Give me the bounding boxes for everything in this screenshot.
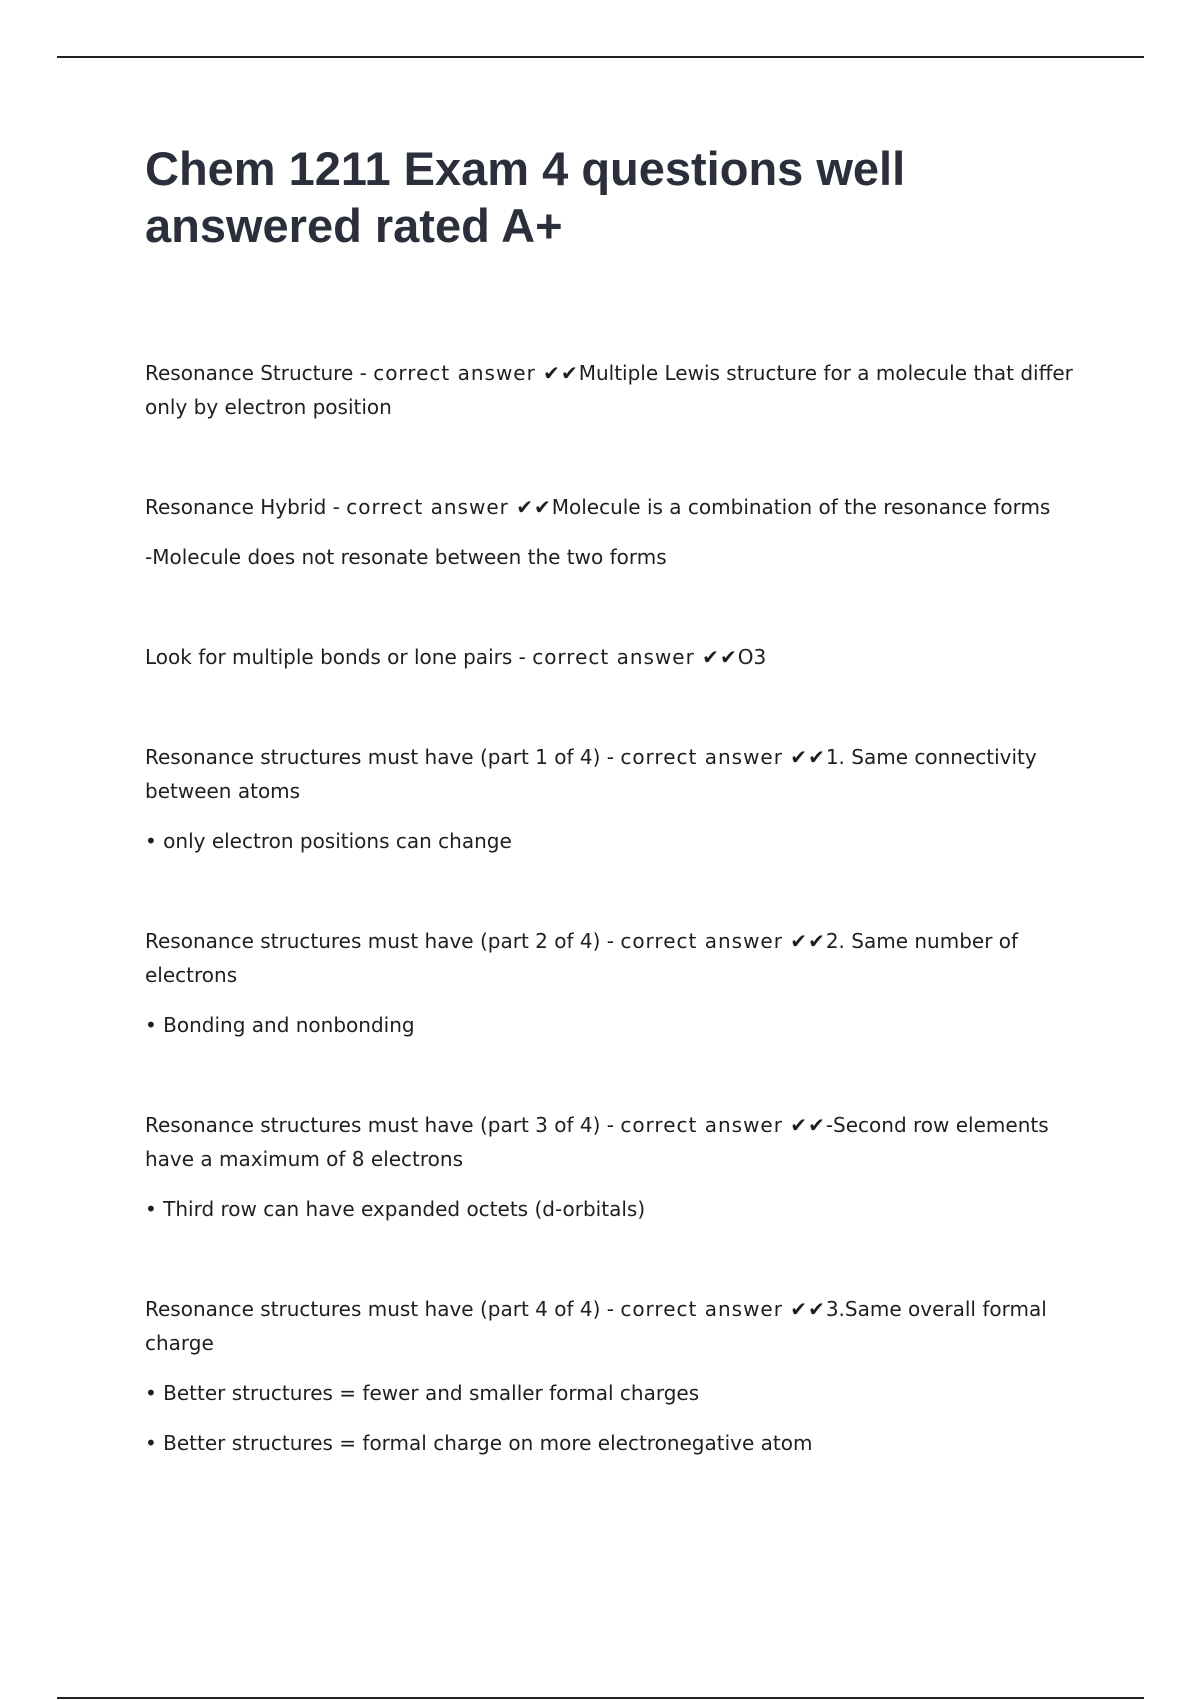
question-list <box>145 356 1085 1526</box>
qa-term: Resonance structures must have (part 2 of 4) <box>145 929 601 953</box>
qa-term: Resonance structures must have (part 1 of 4) <box>145 745 601 769</box>
qa-answer: 1. Same connectivity between atoms <box>145 745 1037 803</box>
qa-question-line <box>145 640 1085 674</box>
bottom-divider <box>57 1697 1144 1699</box>
top-divider <box>57 56 1144 58</box>
qa-question-line <box>145 1108 1085 1176</box>
qa-item-part-3 <box>145 1108 1085 1226</box>
correct-answer-marker: correct answer ✔✔ <box>620 1113 826 1137</box>
correct-answer-marker: correct answer ✔✔ <box>532 645 738 669</box>
correct-answer-marker: correct answer ✔✔ <box>620 929 826 953</box>
qa-note: -Molecule does not resonate between the two forms <box>145 545 667 569</box>
correct-answer-marker: correct answer ✔✔ <box>346 495 552 519</box>
qa-question-line <box>145 356 1085 424</box>
qa-separator: - <box>600 1297 621 1321</box>
qa-note: • Better structures = fewer and smaller formal charges <box>145 1381 700 1405</box>
qa-answer: -Second row elements have a maximum of 8 electrons <box>145 1113 1049 1171</box>
qa-note: • Better structures = formal charge on more electronegative atom <box>145 1431 813 1455</box>
qa-item-part-2 <box>145 924 1085 1042</box>
qa-note: • Bonding and nonbonding <box>145 1013 415 1037</box>
page-title: Chem 1211 Exam 4 questions well answered rated A+ <box>145 142 906 252</box>
qa-question-line <box>145 490 1085 524</box>
qa-item-part-4 <box>145 1292 1085 1460</box>
qa-separator: - <box>326 495 347 519</box>
correct-answer-marker: correct answer ✔✔ <box>620 745 826 769</box>
qa-separator: - <box>353 361 374 385</box>
qa-answer: 3.Same overall formal charge <box>145 1297 1047 1355</box>
qa-question-line <box>145 1292 1085 1360</box>
qa-item-resonance-hybrid <box>145 490 1085 574</box>
qa-term: Resonance structures must have (part 4 of 4) <box>145 1297 601 1321</box>
qa-answer: O3 <box>737 645 767 669</box>
qa-answer: Molecule is a combination of the resonance forms <box>551 495 1051 519</box>
correct-answer-marker: correct answer ✔✔ <box>373 361 579 385</box>
qa-term: Resonance structures must have (part 3 of 4) <box>145 1113 601 1137</box>
qa-term: Resonance Structure <box>145 361 354 385</box>
qa-answer: Multiple Lewis structure for a molecule that differ only by electron position <box>145 361 1073 419</box>
qa-note: • only electron positions can change <box>145 829 512 853</box>
qa-note: • Third row can have expanded octets (d-orbitals) <box>145 1197 646 1221</box>
qa-separator: - <box>600 929 621 953</box>
qa-item-multiple-bonds <box>145 640 1085 674</box>
qa-question-line <box>145 924 1085 992</box>
qa-term: Look for multiple bonds or lone pairs <box>145 645 513 669</box>
qa-item-part-1 <box>145 740 1085 858</box>
qa-separator: - <box>600 745 621 769</box>
qa-question-line <box>145 740 1085 808</box>
correct-answer-marker: correct answer ✔✔ <box>620 1297 826 1321</box>
qa-separator: - <box>512 645 533 669</box>
qa-term: Resonance Hybrid <box>145 495 327 519</box>
qa-answer: 2. Same number of electrons <box>145 929 1019 987</box>
qa-item-resonance-structure <box>145 356 1085 424</box>
qa-separator: - <box>600 1113 621 1137</box>
